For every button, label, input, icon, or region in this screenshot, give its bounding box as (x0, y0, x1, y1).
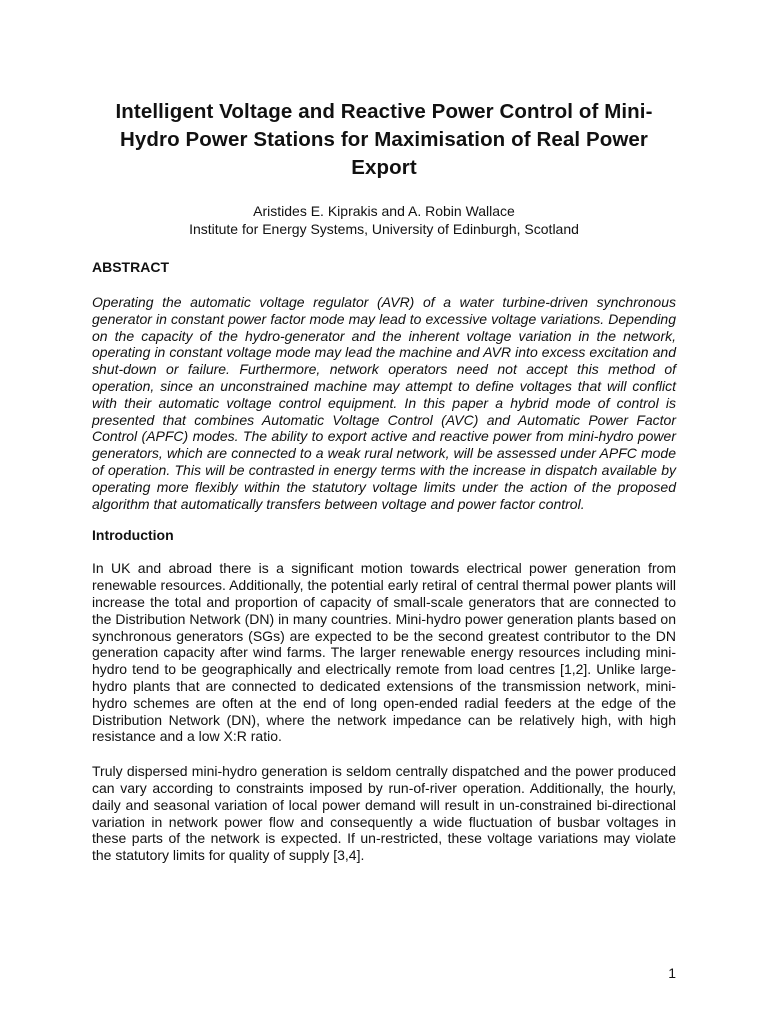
introduction-heading: Introduction (92, 527, 174, 544)
paper-authors: Aristides E. Kiprakis and A. Robin Wallace (253, 203, 515, 219)
paper-affiliation: Institute for Energy Systems, University of Edinburgh, Scotland (189, 221, 579, 237)
page-number: 1 (668, 965, 676, 981)
introduction-paragraph: In UK and abroad there is a significant motion towards electrical power generation from renewable resources. Additionally, the potential early retiral of central thermal power plants will increase the total and proportion of capacity of small-scale generators that are connected to the Distribution Network (DN) in many countries. Mini-hydro power generation plants based on synchronous generators (SGs) are expected to be the second greatest contributor to the DN generation capacity after wind farms. The larger renewable energy resources including mini-hydro tend to be geographically and electrically remote from load centres [1,2]. Unlike large-hydro plants that are connected to dedicated extensions of the transmission network, mini-hydro schemes are often at the end of long open-ended radial feeders at the edge of the Distribution Network (DN), where the network impedance can be relatively high, with high resistance and a low X:R ratio. (92, 560, 676, 745)
abstract-heading: ABSTRACT (92, 259, 169, 275)
abstract-text: Operating the automatic voltage regulator (AVR) of a water turbine-driven synchronous generator in constant power factor mode may lead to excessive voltage variations. Depending on the capacity of the hydro-generator and the inherent voltage variation in the network, operating in constant voltage mode may lead the machine and AVR into excess excitation and shut-down or failure. Furthermore, network operators need not accept this method of operation, since an unconstrained machine may attempt to define voltages that will conflict with their automatic voltage control equipment. In this paper a hybrid mode of control is presented that combines Automatic Voltage Control (AVC) and Automatic Power Factor Control (APFC) modes. The ability to export active and reactive power from mini-hydro power generators, which are connected to a weak rural network, will be assessed under APFC mode of operation. This will be contrasted in energy terms with the increase in dispatch available by operating more flexibly within the statutory voltage limits under the action of the proposed algorithm that automatically transfers between voltage and power factor control. (92, 294, 676, 512)
paper-title: Intelligent Voltage and Reactive Power Control of Mini-Hydro Power Stations for Maximisation of Real Power Export (115, 100, 653, 179)
introduction-paragraph: Truly dispersed mini-hydro generation is seldom centrally dispatched and the power produced can vary according to constraints imposed by run-of-river operation. Additionally, the hourly, daily and seasonal variation of local power demand will result in un-constrained bi-directional variation in network power flow and consequently a wide fluctuation of busbar voltages in these parts of the network is expected. If un-restricted, these voltage variations may violate the statutory limits for quality of supply [3,4]. (92, 763, 676, 864)
